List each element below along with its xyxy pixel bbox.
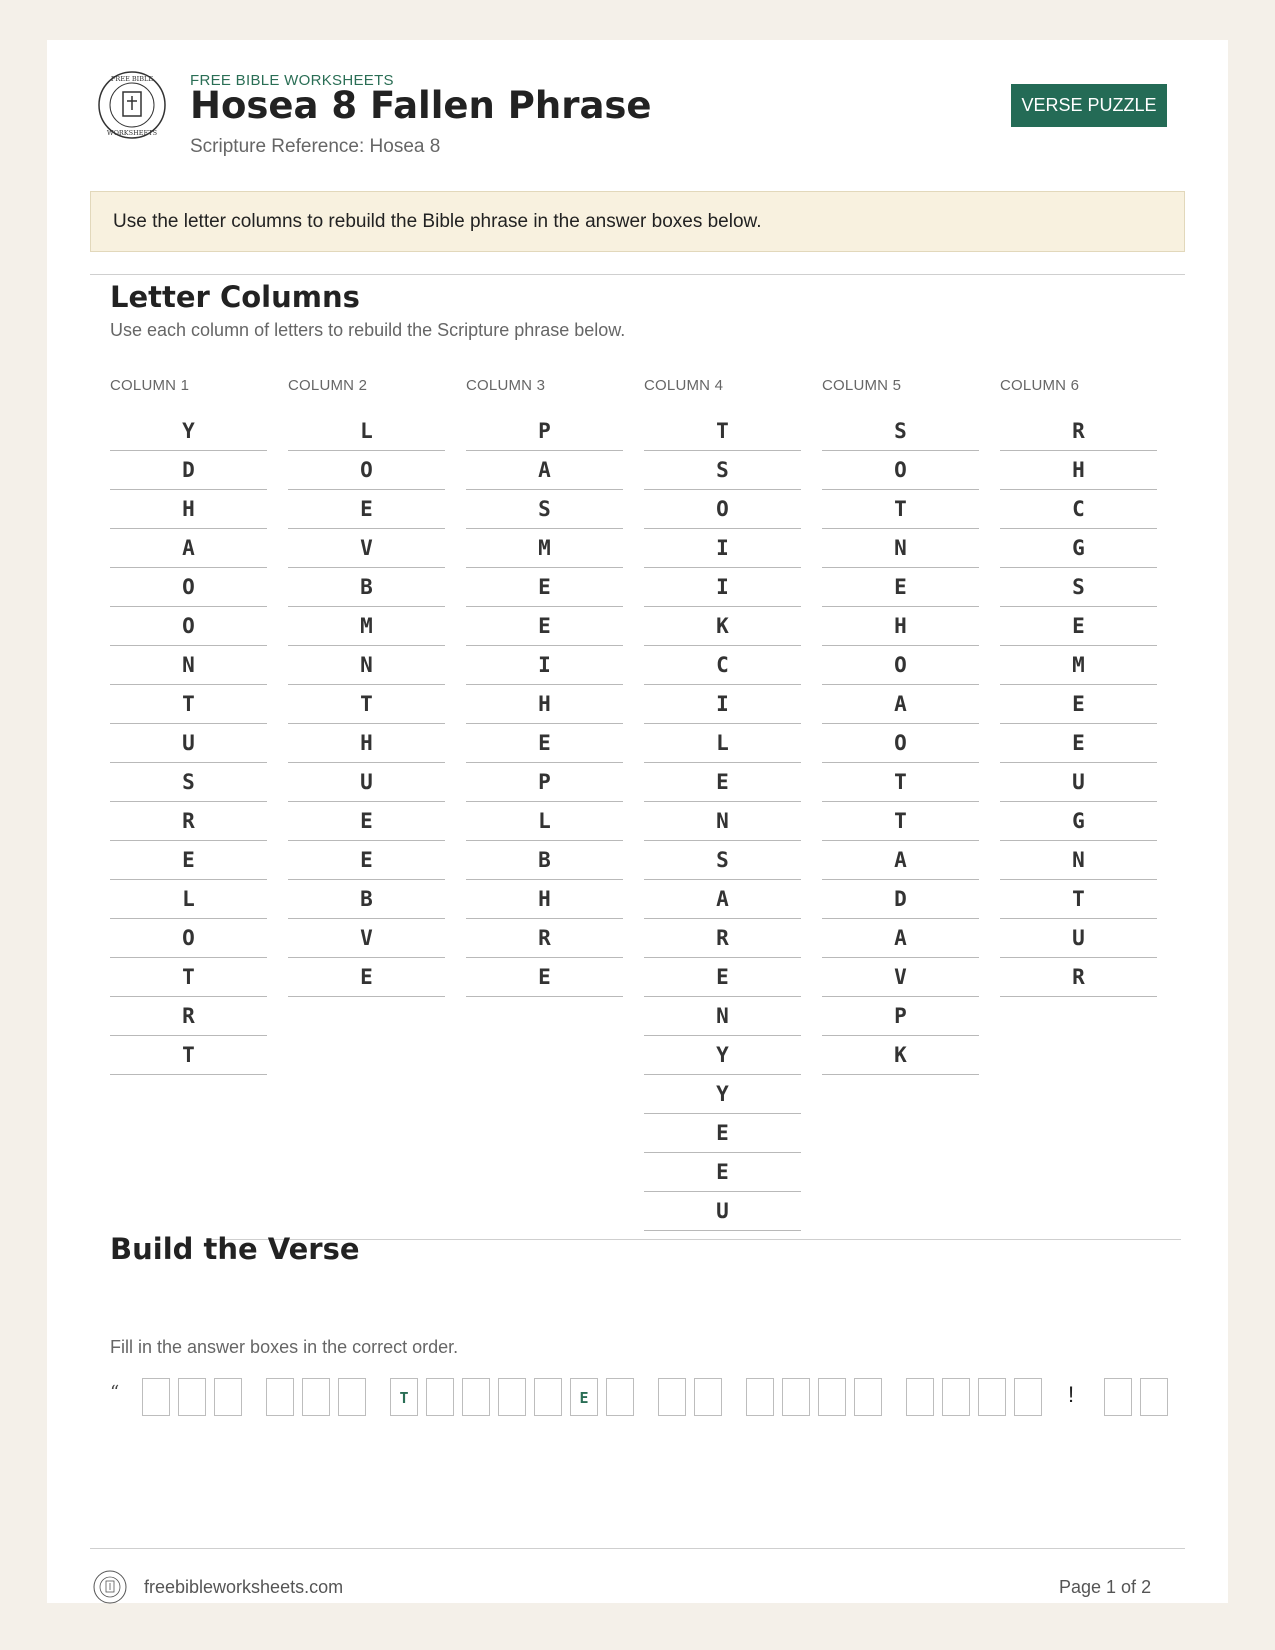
letter-cell: H [1000,451,1157,490]
letter-cell: Y [110,412,267,451]
letter-column [288,376,445,997]
letter-cell: L [644,724,801,763]
letter-cell: H [466,685,623,724]
letter-cell: H [288,724,445,763]
scripture-reference: Scripture Reference: Hosea 8 [190,136,441,157]
letter-cell: E [1000,685,1157,724]
svg-text:FREE BIBLE: FREE BIBLE [110,75,154,83]
letter-column [466,376,623,997]
letter-cell: N [110,646,267,685]
letter-cell: U [1000,919,1157,958]
answer-box[interactable] [1140,1378,1168,1416]
letter-cell: K [822,1036,979,1075]
letter-cell: L [110,880,267,919]
answer-box[interactable] [462,1378,490,1416]
letter-cell: P [466,763,623,802]
answer-box[interactable] [854,1378,882,1416]
letter-cell: C [644,646,801,685]
letter-cell: P [822,997,979,1036]
letter-cell: U [288,763,445,802]
letter-cell: S [466,490,623,529]
letter-cell: I [466,646,623,685]
letter-cell: E [466,607,623,646]
answer-box[interactable]: T [390,1378,418,1416]
letter-cell: T [110,1036,267,1075]
page-title: Hosea 8 Fallen Phrase [190,84,652,127]
letter-cell: E [1000,724,1157,763]
letter-column [110,376,267,1075]
letter-cell: A [644,880,801,919]
letter-cell: V [288,529,445,568]
letter-cell: B [466,841,623,880]
letter-cell: E [288,490,445,529]
letter-cell: A [466,451,623,490]
letter-cell: L [466,802,623,841]
letter-cell: E [644,1153,801,1192]
answer-box[interactable] [534,1378,562,1416]
letter-cell: N [822,529,979,568]
answer-box[interactable] [1014,1378,1042,1416]
letter-cell: E [288,802,445,841]
footer-site-link[interactable]: freebibleworksheets.com [144,1577,344,1597]
letter-cell: H [822,607,979,646]
letter-cell: N [288,646,445,685]
letter-cell: H [466,880,623,919]
answer-box[interactable] [338,1378,366,1416]
letter-cell: N [644,997,801,1036]
letter-cell: B [288,880,445,919]
letter-cell: M [1000,646,1157,685]
letter-cell: E [288,841,445,880]
answer-box[interactable] [978,1378,1006,1416]
letter-cell: O [822,724,979,763]
letter-column [822,376,979,1075]
letter-cell: D [110,451,267,490]
letter-cell: S [1000,568,1157,607]
column-label: COLUMN 5 [822,377,902,394]
letter-cell: M [466,529,623,568]
letter-cell: B [288,568,445,607]
letter-cell: T [644,412,801,451]
letter-cell: U [110,724,267,763]
letter-cell: T [110,685,267,724]
letter-cell: O [644,490,801,529]
letter-cell: M [288,607,445,646]
letter-cell: E [466,958,623,997]
letter-cell: S [110,763,267,802]
letter-columns-subtitle: Use each column of letters to rebuild the Scripture phrase below. [110,320,626,340]
letter-cell: O [822,646,979,685]
answer-box[interactable] [426,1378,454,1416]
answer-box[interactable] [214,1378,242,1416]
letter-cell: E [110,841,267,880]
verse-puzzle-badge: VERSE PUZZLE [1011,84,1167,127]
letter-cell: Y [644,1075,801,1114]
svg-text:WORKSHEETS: WORKSHEETS [106,129,158,137]
letter-cell: E [644,1114,801,1153]
letter-cell: A [822,919,979,958]
letter-cell: Y [644,1036,801,1075]
letter-cell: E [822,568,979,607]
letter-cell: R [644,919,801,958]
letter-cell: E [288,958,445,997]
instructions-banner: Use the letter columns to rebuild the Bible phrase in the answer boxes below. [90,191,1185,252]
answer-box[interactable] [266,1378,294,1416]
letter-cell: N [1000,841,1157,880]
answer-box[interactable] [782,1378,810,1416]
answer-box[interactable]: E [570,1378,598,1416]
letter-cell: I [644,529,801,568]
letter-cell: T [1000,880,1157,919]
letter-cell: R [110,802,267,841]
answer-box[interactable] [818,1378,846,1416]
answer-box[interactable] [606,1378,634,1416]
letter-cell: E [644,958,801,997]
answer-boxes-row [110,1378,1210,1420]
letter-column [644,376,801,1231]
column-label: COLUMN 4 [644,377,724,394]
letter-cell: O [110,919,267,958]
letter-cell: V [822,958,979,997]
book-cross-logo-icon [97,70,167,140]
answer-box[interactable] [906,1378,934,1416]
answer-box[interactable] [694,1378,722,1416]
punctuation-mark: ! [1068,1382,1075,1407]
letter-columns-title: Letter Columns [110,280,360,314]
letter-cell: R [1000,412,1157,451]
brand-name: FREE BIBLE WORKSHEETS [190,72,394,89]
build-verse-subtitle: Fill in the answer boxes in the correct order. [110,1337,459,1357]
build-verse-title: Build the Verse [110,1232,360,1266]
letter-cell: A [110,529,267,568]
letter-cell: T [822,490,979,529]
letter-cell: E [466,568,623,607]
letter-cell: S [822,412,979,451]
answer-box[interactable] [142,1378,170,1416]
letter-cell: R [1000,958,1157,997]
letter-cell: G [1000,802,1157,841]
letter-cell: T [822,763,979,802]
answer-box[interactable] [498,1378,526,1416]
letter-cell: T [110,958,267,997]
letter-cell: V [288,919,445,958]
column-label: COLUMN 1 [110,377,190,394]
letter-cell: O [822,451,979,490]
letter-cell: N [644,802,801,841]
footer-logo-icon [93,1570,127,1604]
letter-cell: E [466,724,623,763]
answer-box[interactable] [942,1378,970,1416]
letter-cell: A [822,841,979,880]
letter-cell: S [644,841,801,880]
letter-cell: C [1000,490,1157,529]
letter-cell: A [822,685,979,724]
letter-cell: T [822,802,979,841]
letter-cell: O [110,607,267,646]
answer-box[interactable] [178,1378,206,1416]
letter-cell: R [466,919,623,958]
letter-columns-grid [110,376,1160,1276]
letter-cell: E [1000,607,1157,646]
worksheet-page [47,40,1228,1603]
letter-cell: U [1000,763,1157,802]
letter-cell: E [644,763,801,802]
open-quote: “ [110,1382,120,1403]
letter-cell: D [822,880,979,919]
letter-cell: G [1000,529,1157,568]
letter-cell: I [644,568,801,607]
column-label: COLUMN 2 [288,377,368,394]
column-label: COLUMN 3 [466,377,546,394]
divider [90,1548,1185,1549]
answer-box[interactable] [302,1378,330,1416]
page-number: Page 1 of 2 [1059,1577,1152,1597]
letter-cell: S [644,451,801,490]
answer-box[interactable] [1104,1378,1132,1416]
letter-cell: K [644,607,801,646]
letter-column [1000,376,1157,997]
answer-box[interactable] [658,1378,686,1416]
letter-cell: U [644,1192,801,1231]
letter-cell: I [644,685,801,724]
letter-cell: O [110,568,267,607]
letter-cell: H [110,490,267,529]
letter-cell: L [288,412,445,451]
answer-box[interactable] [746,1378,774,1416]
divider [90,274,1185,275]
column-label: COLUMN 6 [1000,377,1080,394]
letter-cell: R [110,997,267,1036]
letter-cell: O [288,451,445,490]
letter-cell: T [288,685,445,724]
letter-cell: P [466,412,623,451]
